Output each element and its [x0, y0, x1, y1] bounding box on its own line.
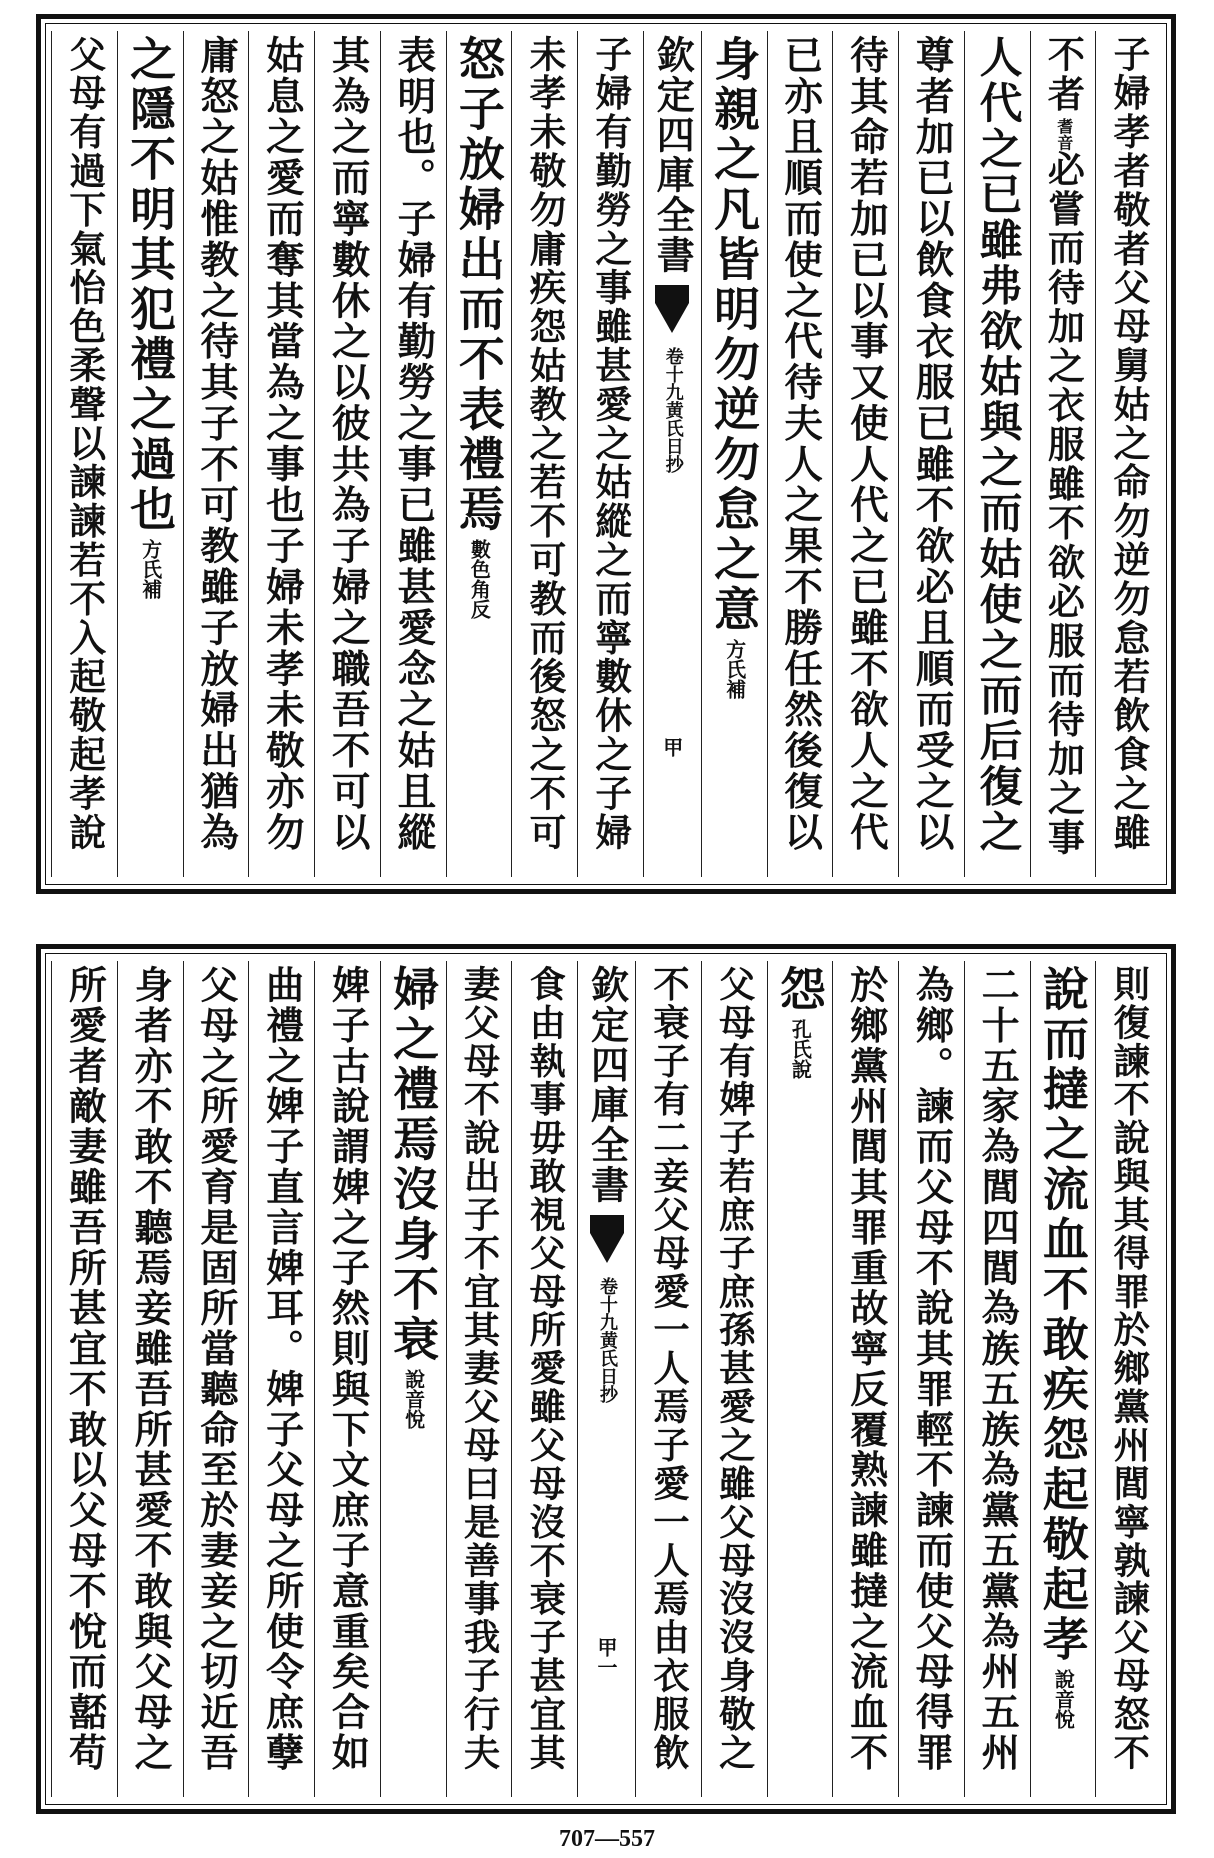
text-column — [701, 961, 767, 1797]
main-text: 子婦有勤勞之事雖甚愛之姑縱之而寧數休之子婦 — [589, 35, 633, 852]
column-segment — [523, 35, 567, 852]
text-column — [898, 961, 964, 1797]
column-segment — [843, 35, 889, 853]
main-text: 子婦孝者敬者父母舅姑之命勿逆勿怠若飲食之雖 — [1107, 35, 1151, 852]
column-segment — [386, 965, 441, 1365]
annotation-note: 孔氏說 — [788, 1019, 813, 1079]
column-segment — [647, 965, 691, 1772]
main-text: 不者 — [1041, 35, 1086, 114]
column-segment — [713, 965, 757, 1772]
column-segment — [778, 35, 824, 853]
column-segment — [259, 965, 305, 1773]
main-text-continued: 必嘗而待加之衣服雖不欲必服而待加之事 — [1041, 149, 1086, 857]
annotation-note: 說音悅 — [1051, 1669, 1076, 1729]
column-segment — [123, 35, 178, 535]
main-text: 曲禮之婢子直言婢耳。婢子父母之所使令庶孽 — [259, 965, 305, 1773]
text-column — [183, 31, 249, 877]
annotation-note: 耆音 — [1054, 117, 1074, 150]
text-column — [380, 961, 446, 1797]
main-text: 其為之而寧數休之以彼共為子婦之職吾不可以 — [325, 35, 371, 853]
text-column — [701, 31, 767, 877]
column-segment — [193, 965, 239, 1773]
main-text: 父母有過下氣怡色柔聲以諫諫若不入起敬起孝說 — [63, 35, 107, 852]
text-column — [964, 31, 1030, 877]
column-segment — [909, 35, 955, 853]
main-text: 則復諫不說與其得罪於鄉黨州閭寧孰諫父母怒不 — [1107, 965, 1151, 1772]
fish-tail-mark-icon — [655, 285, 689, 337]
text-column — [1095, 961, 1161, 1797]
column-segment — [523, 965, 567, 1772]
text-column — [446, 961, 512, 1797]
fish-tail-mark-icon — [590, 1215, 624, 1267]
annotation-note: 方氏補 — [138, 539, 163, 599]
text-column — [1095, 31, 1161, 877]
column-segment — [62, 965, 108, 1773]
column-segment — [259, 35, 305, 853]
main-text: 說而撻之流血不敢疾怨起敬起孝 — [1035, 965, 1090, 1665]
column-segment — [451, 35, 506, 535]
text-column — [511, 961, 577, 1797]
column-segment — [1107, 35, 1151, 852]
column-segment — [972, 35, 1023, 855]
text-column — [446, 31, 512, 877]
text-column — [832, 31, 898, 877]
top-page-columns — [51, 31, 1161, 877]
text-column — [314, 961, 380, 1797]
volume-label: 卷十九 — [596, 1277, 618, 1331]
column-segment — [194, 35, 240, 853]
main-text: 未孝未敬勿庸疾怨姑教之若不可教而後怒之不可 — [523, 35, 567, 852]
source-title: 黄氏日抄 — [596, 1331, 618, 1403]
column-segment — [975, 965, 1021, 1773]
text-column — [1030, 31, 1096, 877]
main-text: 所愛者敵妻雖吾所甚宜不敢以父母不悅而嚭苟 — [62, 965, 108, 1773]
text-column — [577, 31, 643, 877]
column-segment — [589, 35, 633, 852]
main-text: 身者亦不敢不聽焉妾雖吾所甚愛不敢與父母之 — [128, 965, 174, 1773]
bottom-page — [36, 944, 1176, 1814]
book-title: 欽定四庫全書 — [584, 965, 630, 1205]
text-column — [964, 961, 1030, 1797]
column-segment — [707, 35, 762, 635]
main-text: 為鄉。諫而父母不說其罪輕不諫而使父母得罪 — [909, 965, 955, 1773]
text-column — [898, 31, 964, 877]
column-segment — [1035, 965, 1090, 1665]
column-segment — [1041, 35, 1086, 114]
main-text: 於鄉黨州閭其罪重故寧反覆熟諫雖撻之流血不 — [843, 965, 889, 1773]
column-segment — [1107, 965, 1151, 1772]
center-margin-column — [577, 961, 635, 1797]
annotation-note: 數色角反 — [467, 539, 492, 619]
main-text: 食由執事毋敢視父母所愛雖父母沒不衰子甚宜其 — [523, 965, 567, 1772]
main-text: 尊者加已以飲食衣服已雖不欲必且順而受之以 — [909, 35, 955, 853]
main-text: 妻父母不說出子不宜其妻父母曰是善事我子行夫 — [458, 965, 502, 1772]
text-column — [832, 961, 898, 1797]
column-segment — [128, 965, 174, 1773]
main-text: 庸怒之姑惟教之待其子不可教雖子放婦出猶為 — [194, 35, 240, 853]
column-segment — [325, 965, 371, 1773]
text-column — [767, 961, 833, 1797]
text-column — [248, 961, 314, 1797]
text-column — [51, 961, 117, 1797]
annotation-note: 方氏補 — [722, 639, 747, 699]
main-text: 待其命若加已以事又使人代之已雖不欲人之代 — [843, 35, 889, 853]
text-column — [1030, 961, 1096, 1797]
source-and-volume — [596, 1277, 617, 1403]
text-column — [635, 961, 701, 1797]
column-segment — [391, 35, 437, 853]
column-segment — [458, 965, 502, 1772]
main-text: 不衰子有二妾父母愛一人焉子愛一人焉由衣服飲 — [647, 965, 691, 1772]
text-column — [511, 31, 577, 877]
volume-label: 卷十九 — [662, 347, 684, 401]
leaf-number: 甲一 — [594, 1637, 618, 1677]
page-number: 707—557 — [559, 1826, 655, 1852]
main-text: 婢子古說謂婢之子然則與下文庶子意重矣合如 — [325, 965, 371, 1773]
column-segment — [843, 965, 889, 1773]
main-text: 已亦且順而使之代待夫人之果不勝任然後復以 — [778, 35, 824, 853]
text-column — [767, 31, 833, 877]
text-column — [117, 961, 183, 1797]
main-text: 表明也。子婦有勤勞之事已雖甚愛念之姑且縱 — [391, 35, 437, 853]
column-segment — [63, 35, 107, 852]
text-column — [51, 31, 117, 877]
text-column — [248, 31, 314, 877]
text-column — [183, 961, 249, 1797]
column-segment — [909, 965, 955, 1773]
text-column — [117, 31, 183, 877]
main-text: 姑息之愛而奪其當為之事也子婦未孝未敬亦勿 — [259, 35, 305, 853]
annotation-note: 說音悅 — [401, 1369, 426, 1429]
main-text: 婦之禮焉沒身不衰 — [386, 965, 441, 1365]
main-text: 人代之已雖弗欲姑與之而姑使之而后復之 — [972, 35, 1023, 855]
main-text: 之隱不明其犯禮之過也 — [123, 35, 178, 535]
text-column — [380, 31, 446, 877]
source-title: 黄氏日抄 — [662, 401, 684, 473]
column-segment — [325, 35, 371, 853]
source-and-volume — [662, 347, 683, 473]
main-text: 身親之凡皆明勿逆勿怠之意 — [707, 35, 762, 635]
main-text: 怒子放婦出而不表禮焉 — [451, 35, 506, 535]
leaf-number: 甲 — [659, 737, 684, 757]
main-text: 父母之所愛育是固所當聽命至於妻妾之切近吾 — [193, 965, 239, 1773]
main-text: 父母有婢子若庶子庶孫甚愛之雖父母沒沒身敬之 — [713, 965, 757, 1772]
main-text: 二十五家為閭四閭為族五族為黨五黨為州五州 — [975, 965, 1021, 1773]
center-margin-column — [643, 31, 701, 877]
book-title: 欽定四庫全書 — [650, 35, 696, 275]
bottom-page-columns — [51, 961, 1161, 1797]
text-column — [314, 31, 380, 877]
top-page — [36, 14, 1176, 894]
main-text: 怨 — [772, 965, 827, 1015]
column-segment — [772, 965, 827, 1015]
